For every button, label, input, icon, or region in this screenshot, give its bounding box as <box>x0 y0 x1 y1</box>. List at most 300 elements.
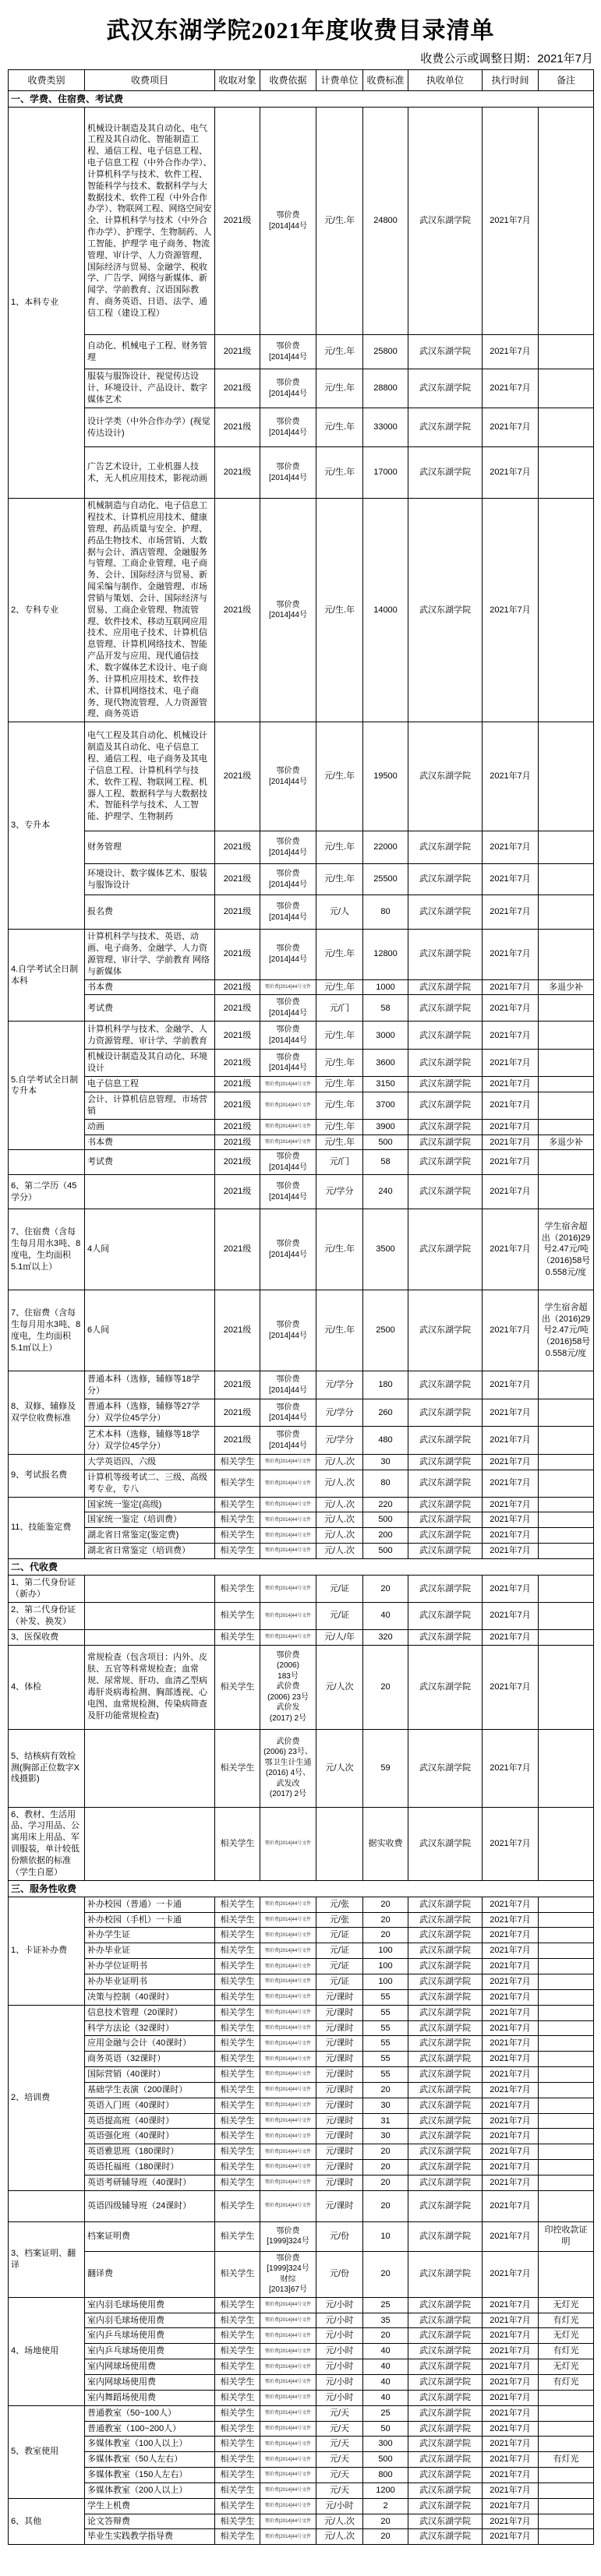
table-row <box>9 722 594 831</box>
object-cell: 相关学生 <box>215 2175 260 2190</box>
effective-date-cell: 2021年7月 <box>483 2529 539 2545</box>
fee-cell: 20 <box>363 2175 408 2190</box>
item-cell: 英语四级辅导班（24课时） <box>85 2190 215 2221</box>
note-cell <box>539 1050 594 1077</box>
fee-cell: 200 <box>363 1528 408 1544</box>
item-cell: 计算机等级考试二、三级、高级考专业，专八 <box>85 1470 215 1497</box>
fee-cell: 58 <box>363 1150 408 1175</box>
object-cell: 相关学生 <box>215 1497 260 1512</box>
effective-date-cell: 2021年7月 <box>483 1974 539 1989</box>
object-cell: 相关学生 <box>215 1576 260 1603</box>
item-cell <box>85 1576 215 1603</box>
object-cell: 相关学生 <box>215 1807 260 1880</box>
unit-cell: 元/门 <box>316 995 363 1022</box>
item-cell: 补办校园（普通）一卡通 <box>85 1897 215 1912</box>
collector-cell: 武汉东湖学院 <box>408 1470 483 1497</box>
basis-cell: 鄂价费[2014]44号文件 <box>260 2129 316 2144</box>
fee-cell: 20 <box>363 1928 408 1943</box>
category-cell: 5、教室使用 <box>9 2405 85 2498</box>
object-cell: 相关学生 <box>215 1528 260 1544</box>
collector-cell: 武汉东湖学院 <box>408 2405 483 2421</box>
collector-cell: 武汉东湖学院 <box>408 831 483 864</box>
unit-cell: 元/天 <box>316 2452 363 2468</box>
effective-date-cell: 2021年7月 <box>483 2482 539 2498</box>
category-cell: 8、双修、辅修及双学位收费标准 <box>9 1371 85 1455</box>
fee-cell: 260 <box>363 1399 408 1427</box>
note-cell <box>539 1528 594 1544</box>
object-cell: 2021级 <box>215 1092 260 1119</box>
unit-cell: 元/课时 <box>316 2144 363 2160</box>
item-cell: 决策与控制（40课时） <box>85 1989 215 2005</box>
note-cell <box>539 108 594 335</box>
basis-cell: 鄂价费[2014]44号文件 <box>260 1528 316 1544</box>
item-cell: 英语考研辅导班（40课时） <box>85 2175 215 2190</box>
item-cell: 室内羽毛球场使用费 <box>85 2297 215 2313</box>
object-cell: 相关学生 <box>215 2328 260 2344</box>
unit-cell: 元/课时 <box>316 2175 363 2190</box>
collector-cell: 武汉东湖学院 <box>408 2160 483 2175</box>
basis-cell: 鄂价费 (2006) 183号 武价费 (2006) 23号 武价发 (2017) 2号 <box>260 1645 316 1729</box>
item-cell: 论文答辩费 <box>85 2514 215 2529</box>
fee-cell: 500 <box>363 1512 408 1528</box>
fee-cell: 20 <box>363 2190 408 2221</box>
unit-cell: 元/课时 <box>316 2005 363 2020</box>
item-cell: 普通本科（选修，辅修等27学分）双学位45学分） <box>85 1399 215 1427</box>
fee-cell: 3600 <box>363 1050 408 1077</box>
object-cell: 相关学生 <box>215 2113 260 2129</box>
fee-cell: 30 <box>363 1455 408 1470</box>
note-cell <box>539 995 594 1022</box>
basis-cell: 鄂价费 [2014]44号 <box>260 722 316 831</box>
category-cell: 6、教材、生活用品、学习用品、公寓用床上用品、军训服装，单计较低份额依据的标准（学生自愿） <box>9 1807 85 1880</box>
effective-date-cell: 2021年7月 <box>483 2375 539 2391</box>
object-cell: 相关学生 <box>215 2098 260 2113</box>
collector-cell: 武汉东湖学院 <box>408 1943 483 1959</box>
item-cell: 普通教室（50~100人） <box>85 2405 215 2421</box>
collector-cell: 武汉东湖学院 <box>408 1427 483 1455</box>
item-cell: 室内乒乓球场使用费 <box>85 2344 215 2359</box>
basis-cell: 鄂价费[2014]44号文件 <box>260 1959 316 1974</box>
category-cell: 7、住宿费（含每生每月用水3吨、8度电，生均面积5.1㎡以上） <box>9 1290 85 1371</box>
collector-cell: 武汉东湖学院 <box>408 2375 483 2391</box>
category-cell: 3、医保收费 <box>9 1629 85 1645</box>
unit-cell: 元/课时 <box>316 2036 363 2052</box>
fee-cell: 40 <box>363 2390 408 2405</box>
item-cell: 英语提高班（40课时） <box>85 2113 215 2129</box>
note-cell <box>539 2098 594 2113</box>
table-row <box>9 2221 594 2251</box>
basis-cell: 鄂价费[2014]44号文件 <box>260 2175 316 2190</box>
table-row <box>9 408 594 447</box>
fee-cell: 3900 <box>363 1119 408 1134</box>
note-cell <box>539 1989 594 2005</box>
table-row <box>9 2113 594 2129</box>
update-date: 收费公示或调整日期：2021年7月 <box>420 52 593 65</box>
effective-date-cell: 2021年7月 <box>483 1943 539 1959</box>
item-cell <box>85 1807 215 1880</box>
note-cell <box>539 1022 594 1050</box>
basis-cell: 鄂价费[2014]44号文件 <box>260 1602 316 1629</box>
table-row <box>9 1544 594 1559</box>
item-cell: 多媒体教室（150人左右） <box>85 2468 215 2483</box>
basis-cell: 鄂价费 [2014]44号 <box>260 447 316 499</box>
note-cell: 无灯光 <box>539 2297 594 2313</box>
table-row <box>9 831 594 864</box>
object-cell: 相关学生 <box>215 1455 260 1470</box>
unit-cell: 元/生.年 <box>316 1077 363 1092</box>
basis-cell: 鄂价费[2014]44号文件 <box>260 2375 316 2391</box>
object-cell: 2021级 <box>215 1134 260 1150</box>
object-cell: 相关学生 <box>215 2498 260 2514</box>
unit-cell: 元/人.次 <box>316 1512 363 1528</box>
unit-cell: 元/生.年 <box>316 335 363 369</box>
item-cell: 英语入门班（40课时） <box>85 2098 215 2113</box>
object-cell: 相关学生 <box>215 1943 260 1959</box>
fee-cell: 59 <box>363 1729 408 1807</box>
object-cell: 2021级 <box>215 864 260 895</box>
fee-cell: 2 <box>363 2498 408 2514</box>
note-cell <box>539 722 594 831</box>
object-cell: 相关学生 <box>215 2390 260 2405</box>
table-row <box>9 1645 594 1729</box>
effective-date-cell: 2021年7月 <box>483 2098 539 2113</box>
table-row <box>9 1290 594 1371</box>
effective-date-cell: 2021年7月 <box>483 2144 539 2160</box>
collector-cell: 武汉东湖学院 <box>408 2344 483 2359</box>
effective-date-cell: 2021年7月 <box>483 1528 539 1544</box>
note-cell <box>539 2421 594 2437</box>
item-cell: 机械设计制造及其自动化、电气工程及其自动化、智能制造工程、通信工程、电子信息工程、电子信息工程（中外合作办学）、计算机科学与技术、软件工程、智能科学与技术、数据科学与大数据技术、软件工程（中外合作办学）、物联网工程、网络空间安全、计算机科学与技术（中外合作办学）、护理学、生物制药、人工智能、护理学 电子商务、物流管理、审计学、人力资源管理、国际经济与贸易、金融学、税收学、广告学、网络与新媒体、新闻学、学前教育、汉语国际教育、商务英语、日语、法学、通信工程（建设工程） <box>85 108 215 335</box>
item-cell: 英语强化班（40课时） <box>85 2129 215 2144</box>
table-row <box>9 2375 594 2391</box>
item-cell <box>85 1175 215 1209</box>
note-cell <box>539 2144 594 2160</box>
table-row <box>9 1989 594 2005</box>
unit-cell: 元/小时 <box>316 2297 363 2313</box>
note-cell: 有灯光 <box>539 2313 594 2328</box>
effective-date-cell: 2021年7月 <box>483 2297 539 2313</box>
effective-date-cell: 2021年7月 <box>483 2067 539 2083</box>
collector-cell: 武汉东湖学院 <box>408 1807 483 1880</box>
category-cell: 1、第二代身份证（新办） <box>9 1576 85 1603</box>
category-cell: 1、卡证补办费 <box>9 1897 85 2005</box>
item-cell: 国家统一鉴定(高级) <box>85 1497 215 1512</box>
item-cell: 湖北省日常鉴定（培训费） <box>85 1544 215 1559</box>
table-row <box>9 1209 594 1290</box>
collector-cell: 武汉东湖学院 <box>408 1150 483 1175</box>
item-cell: 室内网球场使用费 <box>85 2375 215 2391</box>
effective-date-cell: 2021年7月 <box>483 979 539 995</box>
collector-cell: 武汉东湖学院 <box>408 1989 483 2005</box>
effective-date-cell: 2021年7月 <box>483 1576 539 1603</box>
fee-cell: 12800 <box>363 930 408 979</box>
effective-date-cell: 2021年7月 <box>483 1912 539 1928</box>
collector-cell: 武汉东湖学院 <box>408 995 483 1022</box>
unit-cell: 元/门 <box>316 1150 363 1175</box>
effective-date-cell: 2021年7月 <box>483 2005 539 2020</box>
note-cell <box>539 2498 594 2514</box>
effective-date-cell: 2021年7月 <box>483 1022 539 1050</box>
collector-cell: 武汉东湖学院 <box>408 930 483 979</box>
item-cell: 英语托福班（180课时） <box>85 2160 215 2175</box>
object-cell: 2021级 <box>215 1022 260 1050</box>
table-row <box>9 1455 594 1470</box>
effective-date-cell: 2021年7月 <box>483 1928 539 1943</box>
unit-cell: 元/课时 <box>316 2129 363 2144</box>
category-cell <box>9 2190 85 2221</box>
basis-cell: 鄂价费[2014]44号文件 <box>260 2113 316 2129</box>
collector-cell: 武汉东湖学院 <box>408 1897 483 1912</box>
unit-cell: 元/课时 <box>316 2052 363 2067</box>
section-title: 二、代收费 <box>9 1558 594 1575</box>
table-row <box>9 1119 594 1134</box>
fee-cell: 500 <box>363 1134 408 1150</box>
item-cell: 报名费 <box>85 895 215 930</box>
column-header: 执行时间 <box>483 70 539 91</box>
table-row <box>9 2421 594 2437</box>
category-cell <box>9 1150 85 1175</box>
fee-cell: 40 <box>363 1602 408 1629</box>
unit-cell: 元/学分 <box>316 1399 363 1427</box>
item-cell: 翻译费 <box>85 2251 215 2297</box>
note-cell <box>539 2437 594 2452</box>
unit-cell: 元/证 <box>316 1974 363 1989</box>
note-cell <box>539 2190 594 2221</box>
effective-date-cell: 2021年7月 <box>483 1602 539 1629</box>
table-row <box>9 995 594 1022</box>
note-cell <box>539 1576 594 1603</box>
object-cell: 相关学生 <box>215 1470 260 1497</box>
collector-cell: 武汉东湖学院 <box>408 1050 483 1077</box>
collector-cell: 武汉东湖学院 <box>408 1512 483 1528</box>
table-row <box>9 447 594 499</box>
effective-date-cell: 2021年7月 <box>483 831 539 864</box>
table-row <box>9 2297 594 2313</box>
unit-cell: 元/天 <box>316 2437 363 2452</box>
table-row <box>9 2390 594 2405</box>
category-cell: 4、体检 <box>9 1645 85 1729</box>
fee-cell: 220 <box>363 1497 408 1512</box>
collector-cell: 武汉东湖学院 <box>408 2020 483 2036</box>
note-cell <box>539 408 594 447</box>
unit-cell: 元/学分 <box>316 1175 363 1209</box>
basis-cell: 鄂价费[2014]44号文件 <box>260 1576 316 1603</box>
item-cell: 商务英语（32课时） <box>85 2052 215 2067</box>
unit-cell: 元/生.年 <box>316 408 363 447</box>
effective-date-cell: 2021年7月 <box>483 1150 539 1175</box>
item-cell: 室内网球场使用费 <box>85 2359 215 2375</box>
collector-cell: 武汉东湖学院 <box>408 1576 483 1603</box>
basis-cell: 鄂价费[2014]44号文件 <box>260 2313 316 2328</box>
collector-cell: 武汉东湖学院 <box>408 1629 483 1645</box>
note-cell <box>539 1512 594 1528</box>
note-cell: 有灯光 <box>539 2452 594 2468</box>
note-cell <box>539 1807 594 1880</box>
table-row <box>9 2359 594 2375</box>
collector-cell: 武汉东湖学院 <box>408 2297 483 2313</box>
column-header: 收费项目 <box>85 70 215 91</box>
table-row <box>9 1943 594 1959</box>
item-cell: 考试费 <box>85 1150 215 1175</box>
collector-cell: 武汉东湖学院 <box>408 2129 483 2144</box>
category-cell: 7、住宿费（含每生每月用水3吨、8度电，生均面积5.1㎡以上） <box>9 1209 85 1290</box>
basis-cell: 鄂价费 [2014]44号 <box>260 831 316 864</box>
basis-cell: 鄂价费[2014]44号文件 <box>260 1912 316 1928</box>
note-cell: 无灯光 <box>539 2328 594 2344</box>
basis-cell: 鄂价费[2014]44号文件 <box>260 2452 316 2468</box>
object-cell: 相关学生 <box>215 1629 260 1645</box>
fee-cell: 30 <box>363 2129 408 2144</box>
basis-cell: 鄂价费[2014]44号文件 <box>260 2082 316 2098</box>
basis-cell: 鄂价费[2014]44号文件 <box>260 1512 316 1528</box>
object-cell: 相关学生 <box>215 1928 260 1943</box>
object-cell: 2021级 <box>215 408 260 447</box>
effective-date-cell: 2021年7月 <box>483 2452 539 2468</box>
fee-cell: 3150 <box>363 1077 408 1092</box>
table-row <box>9 1512 594 1528</box>
collector-cell: 武汉东湖学院 <box>408 2498 483 2514</box>
item-cell: 机械设计制造及其自动化、环境设计 <box>85 1050 215 1077</box>
table-row <box>9 2036 594 2052</box>
basis-cell: 鄂价费 [2014]44号 <box>260 408 316 447</box>
fee-cell: 20 <box>363 2529 408 2545</box>
note-cell: 有灯光 <box>539 2375 594 2391</box>
note-cell <box>539 1077 594 1092</box>
unit-cell: 元/份 <box>316 2221 363 2251</box>
note-cell: 学生宿舍超出（2016)29号2.47元/吨（2016)58号0.558元/度 <box>539 1290 594 1371</box>
note-cell <box>539 2529 594 2545</box>
object-cell: 相关学生 <box>215 1602 260 1629</box>
category-cell: 3、专升本 <box>9 722 85 930</box>
object-cell: 相关学生 <box>215 2297 260 2313</box>
basis-cell: 鄂价费[2014]44号文件 <box>260 2144 316 2160</box>
unit-cell: 元/小时 <box>316 2359 363 2375</box>
unit-cell: 元/天 <box>316 2405 363 2421</box>
object-cell: 相关学生 <box>215 2067 260 2083</box>
table-row <box>9 1371 594 1399</box>
item-cell: 档案证明费 <box>85 2221 215 2251</box>
unit-cell: 元/证 <box>316 1959 363 1974</box>
item-cell: 考试费 <box>85 995 215 1022</box>
unit-cell: 元/人/年 <box>316 1629 363 1645</box>
fee-cell: 20 <box>363 2514 408 2529</box>
basis-cell: 鄂价费 [2014]44号 <box>260 895 316 930</box>
collector-cell: 武汉东湖学院 <box>408 2190 483 2221</box>
item-cell <box>85 1729 215 1807</box>
item-cell: 多媒体教室（200人以上） <box>85 2482 215 2498</box>
collector-cell: 武汉东湖学院 <box>408 1912 483 1928</box>
item-cell: 普通本科（选修，辅修等18学分） <box>85 1371 215 1399</box>
basis-cell: 鄂价费[2014]44号文件 <box>260 1544 316 1559</box>
basis-cell: 鄂价费 [2014]44号 <box>260 1427 316 1455</box>
basis-cell: 鄂价费[2014]44号文件 <box>260 1943 316 1959</box>
fee-cell: 25500 <box>363 864 408 895</box>
note-cell <box>539 2129 594 2144</box>
note-cell <box>539 1497 594 1512</box>
item-cell: 室内羽毛球场使用费 <box>85 2313 215 2328</box>
item-cell: 补办毕业证明书 <box>85 1974 215 1989</box>
collector-cell: 武汉东湖学院 <box>408 108 483 335</box>
table-row <box>9 1602 594 1629</box>
basis-cell: 鄂价费 [2014]44号 <box>260 1022 316 1050</box>
basis-cell: 鄂价费 [2014]44号 <box>260 930 316 979</box>
table-row <box>9 1807 594 1880</box>
collector-cell: 武汉东湖学院 <box>408 1645 483 1729</box>
object-cell: 2021级 <box>215 447 260 499</box>
basis-cell: 鄂价费[2014]44号文件 <box>260 2297 316 2313</box>
table-row <box>9 979 594 995</box>
object-cell: 相关学生 <box>215 2313 260 2328</box>
table-row <box>9 2190 594 2221</box>
effective-date-cell: 2021年7月 <box>483 499 539 722</box>
collector-cell: 武汉东湖学院 <box>408 2052 483 2067</box>
unit-cell: 元/生.年 <box>316 369 363 408</box>
table-row <box>9 1576 594 1603</box>
basis-cell: 鄂价费[2014]44号文件 <box>260 1928 316 1943</box>
object-cell: 2021级 <box>215 1175 260 1209</box>
fee-cell: 55 <box>363 2052 408 2067</box>
item-cell: 补办学位证明书 <box>85 1959 215 1974</box>
object-cell: 相关学生 <box>215 1974 260 1989</box>
unit-cell: 元/生.年 <box>316 1119 363 1134</box>
note-cell <box>539 2482 594 2498</box>
effective-date-cell: 2021年7月 <box>483 864 539 895</box>
object-cell: 相关学生 <box>215 1512 260 1528</box>
unit-cell: 元/人.次 <box>316 2529 363 2545</box>
effective-date-cell: 2021年7月 <box>483 2437 539 2452</box>
fee-cell: 40 <box>363 2344 408 2359</box>
object-cell: 相关学生 <box>215 1897 260 1912</box>
note-cell <box>539 369 594 408</box>
collector-cell: 武汉东湖学院 <box>408 2251 483 2297</box>
note-cell: 学生宿舍超出（2016)29号2.47元/吨（2016)58号0.558元/度 <box>539 1209 594 1290</box>
collector-cell: 武汉东湖学院 <box>408 2175 483 2190</box>
object-cell: 2021级 <box>215 1427 260 1455</box>
item-cell: 室内舞蹈场使用费 <box>85 2390 215 2405</box>
category-cell: 2、培训费 <box>9 2005 85 2190</box>
note-cell <box>539 1912 594 1928</box>
basis-cell: 鄂价费[2014]44号文件 <box>260 1807 316 1880</box>
effective-date-cell: 2021年7月 <box>483 1427 539 1455</box>
effective-date-cell: 2021年7月 <box>483 447 539 499</box>
table-row <box>9 1399 594 1427</box>
item-cell: 国家统一鉴定（培训费） <box>85 1512 215 1528</box>
object-cell: 2021级 <box>215 995 260 1022</box>
column-header: 计费单位 <box>316 70 363 91</box>
effective-date-cell: 2021年7月 <box>483 2113 539 2129</box>
effective-date-cell: 2021年7月 <box>483 2359 539 2375</box>
object-cell: 相关学生 <box>215 2221 260 2251</box>
table-row <box>9 108 594 335</box>
object-cell: 相关学生 <box>215 2437 260 2452</box>
unit-cell: 元/生.年 <box>316 1022 363 1050</box>
table-row <box>9 1470 594 1497</box>
column-header: 备注 <box>539 70 594 91</box>
item-cell: 基础学生表演（200课时） <box>85 2082 215 2098</box>
basis-cell: 鄂价费[2014]44号文件 <box>260 2328 316 2344</box>
section-row <box>9 1558 594 1575</box>
effective-date-cell: 2021年7月 <box>483 1989 539 2005</box>
unit-cell: 元/课时 <box>316 2190 363 2221</box>
collector-cell: 武汉东湖学院 <box>408 1497 483 1512</box>
table-row <box>9 1050 594 1077</box>
basis-cell: 鄂价费[2014]44号文件 <box>260 1077 316 1092</box>
item-cell: 常规检查（包含项目：内外、皮肤、五官等科常规检查；血常规、尿常规、肝功、血清乙型病毒肝炎病毒检测、胸部透视、心电图、血常规检测、传染病筛查及肝功能常规检查) <box>85 1645 215 1729</box>
effective-date-cell: 2021年7月 <box>483 2221 539 2251</box>
collector-cell: 武汉东湖学院 <box>408 2437 483 2452</box>
effective-date-cell: 2021年7月 <box>483 2498 539 2514</box>
item-cell: 书本费 <box>85 979 215 995</box>
